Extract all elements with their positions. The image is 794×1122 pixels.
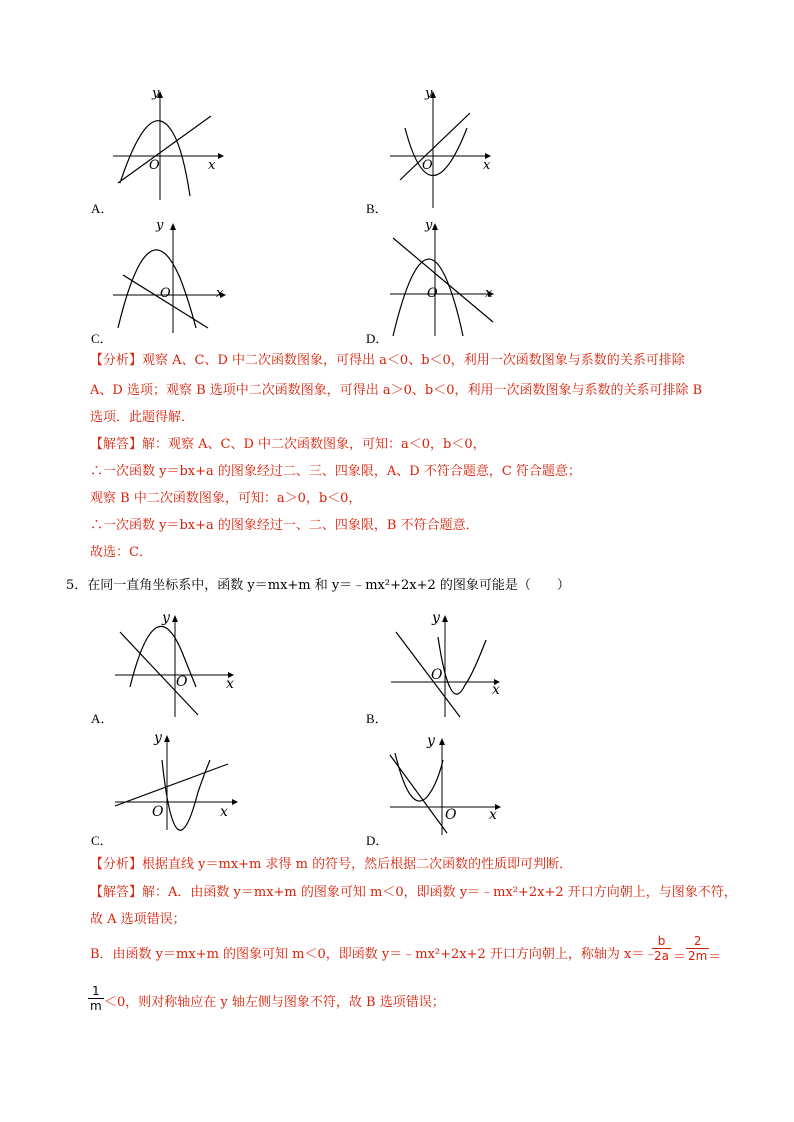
q4-solution-line-5: 故选：C． [90,545,152,560]
option-c-label: C． [91,331,113,346]
origin-label: O [149,158,160,173]
q5-solution-line-4: ＜0，则对称轴应在 y 轴左侧与图象不符，故 B 选项错误； [104,995,445,1010]
axis-label-x: x [489,807,497,823]
graph-q5-b [388,612,508,722]
origin-label: O [152,804,164,820]
axis-label-y: y [152,86,160,101]
axis-label-x: x [492,682,500,698]
q5-solution-line-3: B．由函数 y＝mx+m 的图象可知 m＜0，即函数 y＝﹣mx²+2x+2 开口方向朝上，称轴为 x＝﹣ [90,947,658,962]
origin-label: O [160,286,171,301]
axis-label-x: x [483,158,491,173]
q4-solution-line-3: 观察 B 中二次函数图象，可知：a＞0，b＜0， [90,491,362,506]
graph-q4-a-svg [108,88,228,203]
equals-sign-1: ＝ [673,950,687,965]
origin-label: O [431,667,443,683]
q4-solution-line-1: 【解答】解：观察 A、C、D 中二次函数图象，可知：a＜0，b＜0， [90,437,486,452]
graph-q4-b [385,88,505,208]
axis-label-y: y [425,86,433,101]
axis-label-y: y [162,610,170,626]
q5-solution-line-1: 【解答】解：A．由函数 y＝mx+m 的图象可知 m＜0，即函数 y＝﹣mx²+2x+2 开口方向朝上，与图象不符， [90,885,737,900]
origin-label: O [176,674,188,690]
graph-q4-c-svg [108,218,233,333]
graph-q5-c [110,732,240,832]
fraction-2-over-2m: $\frac{2}{2m}$ [688,934,708,963]
option-b-label: B． [366,711,388,726]
graph-q5-a [110,612,240,717]
q5-stem: 5．在同一直角坐标系中，函数 y＝mx+m 和 y＝﹣mx²+2x+2 的图象可能是（ ） [66,578,570,593]
axis-label-y: y [154,730,162,746]
analysis-tag: 【分析】 [90,857,143,872]
graph-q5-d [385,735,510,835]
fraction-b-over-2a: $\frac{b}{2a}$ [654,934,669,963]
q5-analysis-line-1: 【分析】根据直线 y＝mx+m 求得 m 的符号，然后根据二次函数的性质即可判断． [90,857,573,872]
option-a-label: A． [91,201,114,216]
solution-tag: 【解答】 [90,885,143,900]
axis-label-y: y [156,218,164,233]
origin-label: O [427,286,438,301]
graph-q4-c [108,218,233,333]
option-d-label: D． [366,331,389,346]
axis-label-y: y [427,733,435,749]
option-d-label: D． [366,833,389,848]
q5-solution-line-2: 故 A 选项错误； [90,912,186,927]
equals-sign-2: ＝ [708,950,722,965]
option-b-label: B． [366,201,388,216]
graph-q4-d-svg [385,218,505,338]
axis-label-y: y [432,610,440,626]
graph-q4-d [385,218,505,338]
axis-label-x: x [216,286,224,301]
graph-q5-a-svg [110,612,240,717]
origin-label: O [422,158,433,173]
q4-solution-line-2: ∴一次函数 y＝bx+a 的图象经过二、三、四象限，A、D 不符合题意，C 符合题意； [90,464,581,479]
analysis-tag: 【分析】 [90,353,143,368]
option-c-label: C． [91,833,113,848]
graph-q5-b-svg [388,612,508,722]
axis-label-x: x [220,804,228,820]
option-a-label: A． [91,711,114,726]
axis-label-x: x [485,286,493,301]
q4-analysis-line-3: 选项．此题得解． [90,410,195,425]
graph-q4-b-svg [385,88,505,208]
solution-tag: 【解答】 [90,437,143,452]
q4-analysis-line-1: 【分析】观察 A、C、D 中二次函数图象，可得出 a＜0、b＜0，利用一次函数图象与系数的关系可排除 [90,353,685,368]
fraction-1-over-m: $\frac{1}{m}$ [90,984,102,1013]
axis-label-y: y [425,218,433,233]
graph-q4-a [108,88,228,203]
q4-analysis-line-2: A、D 选项；观察 B 选项中二次函数图象，可得出 a＞0、b＜0，利用一次函数图象与系数的关系可排除 B [90,383,703,398]
q4-solution-line-4: ∴一次函数 y＝bx+a 的图象经过一、二、四象限，B 不符合题意． [90,518,479,533]
axis-label-x: x [226,676,234,692]
origin-label: O [445,807,457,823]
axis-label-x: x [208,158,216,173]
